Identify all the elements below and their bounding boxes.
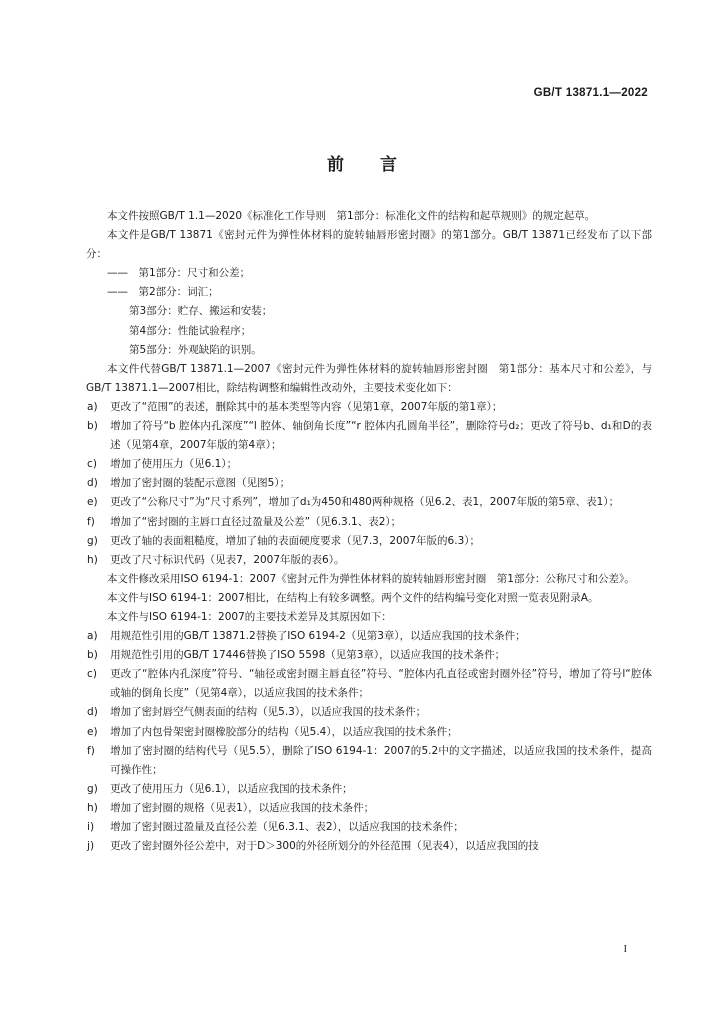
difference-list-item — [86, 818, 652, 837]
list-text: 用规范性引用的GB/T 17446替换了ISO 5598（见第3章），以适应我国的技术条件； — [110, 649, 506, 662]
list-label: e) — [87, 496, 98, 509]
list-label: c) — [87, 458, 97, 471]
list-text: 增加了密封圈的装配示意图（见图5）； — [110, 477, 291, 490]
list-text: 更改了密封圈外径公差中，对于D＞300的外径所划分的外径范围（见表4），以适应我国的技 — [110, 840, 539, 853]
list-label: i) — [87, 821, 95, 833]
list-text: 更改了“腔体内孔深度”符号、“轴径或密封圈主唇直径”符号、“腔体内孔直径或密封圈外径”符号，增加了符号l“腔体或轴的倒角长度”（见第4章），以适应我国的技术条件； — [110, 668, 652, 700]
paragraph-technical-diff: 本文件与ISO 6194-1：2007的主要技术差异及其原因如下： — [107, 610, 392, 623]
list-label: h) — [87, 553, 98, 566]
change-list-item — [86, 551, 652, 570]
list-text: 更改了轴的表面粗糙度，增加了轴的表面硬度要求（见7.3，2007年版的6.3）； — [110, 534, 481, 547]
list-label: c) — [87, 668, 97, 681]
standard-code: GB/T 13871.1—2022 — [533, 87, 648, 99]
part-list-item: 第5部分：外观缺陷的识别。 — [129, 343, 262, 356]
difference-list-item — [86, 837, 652, 856]
part-list-item: 第3部分：贮存、搬运和安装； — [129, 305, 273, 318]
page-title: 前言 — [327, 155, 433, 175]
change-list-item — [86, 493, 652, 512]
list-label: f) — [87, 744, 95, 757]
change-list-item — [86, 513, 652, 532]
paragraph-adoption: 本文件修改采用ISO 6194-1：2007《密封元件为弹性体材料的旋转轴唇形密封圈 第1部分：公称尺寸和公差》。 — [107, 572, 635, 585]
list-dash: —— — [107, 286, 128, 299]
paragraph-replacement: 本文件代替GB/T 13871.1—2007《密封元件为弹性体材料的旋转轴唇形密封圈 第1部分：基本尺寸和公差》，与GB/T 13871.1—2007相比，除结构调整和编辑性改动外，主要技术变化如下： — [86, 362, 652, 394]
difference-list-item — [86, 799, 652, 818]
list-dash: —— — [107, 267, 128, 280]
change-list-item — [86, 455, 652, 474]
list-text: 增加了“密封圈的主唇口直径过盈量及公差”（见6.3.1、表2）； — [110, 515, 402, 528]
list-text: 更改了使用压力（见6.1），以适应我国的技术条件； — [110, 782, 353, 795]
part-list-text: 第1部分：尺寸和公差； — [138, 267, 251, 280]
list-text: 增加了密封圈过盈量及直径公差（见6.3.1、表2），以适应我国的技术条件； — [110, 821, 464, 833]
change-list-item — [86, 398, 652, 417]
change-list-item — [86, 417, 652, 455]
list-label: f) — [87, 515, 95, 528]
page-number: I — [623, 944, 627, 955]
difference-list-item — [86, 742, 652, 780]
document-body — [86, 207, 652, 856]
list-text: 增加了密封唇空气侧表面的结构（见5.3），以适应我国的技术条件； — [110, 706, 427, 719]
list-label: d) — [87, 477, 98, 490]
list-text: 增加了内包骨架密封圈橡胶部分的结构（见5.4），以适应我国的技术条件； — [110, 725, 458, 738]
part-list-item — [86, 283, 652, 302]
part-list-text: 第2部分：词汇； — [138, 286, 219, 299]
part-list-item: 第4部分：性能试验程序； — [129, 324, 252, 337]
part-list-item — [86, 264, 652, 283]
list-label: j) — [87, 840, 95, 853]
list-label: d) — [87, 706, 98, 719]
difference-list-item — [86, 723, 652, 742]
change-list-item — [86, 474, 652, 493]
list-label: g) — [87, 534, 98, 547]
list-label: a) — [87, 400, 98, 413]
list-text: 增加了密封圈的规格（见表1），以适应我国的技术条件； — [110, 801, 375, 814]
paragraph-drafting-rule: 本文件按照GB/T 1.1—2020《标准化工作导则 第1部分：标准化文件的结构和起草规则》的规定起草。 — [107, 210, 596, 222]
list-text: 增加了符号“b 腔体内孔深度”“l 腔体、轴倒角长度”“r 腔体内孔圆角半径”，删除符号d₂；更改了符号b、d₁和D的表述（见第4章，2007年版的第4章）； — [110, 420, 652, 452]
difference-list-item — [86, 627, 652, 646]
list-label: a) — [87, 630, 98, 643]
list-text: 更改了“公称尺寸”为“尺寸系列”，增加了d₁为450和480两种规格（见6.2、表1，2007年版的第5章、表1）； — [110, 496, 620, 509]
paragraph-structure-diff: 本文件与ISO 6194-1：2007相比，在结构上有较多调整。两个文件的结构编号变化对照一览表见附录A。 — [107, 591, 599, 604]
difference-list-item — [86, 703, 652, 722]
difference-list-item — [86, 780, 652, 799]
list-text: 增加了密封圈的结构代号（见5.5），删除了ISO 6194-1：2007的5.2中的文字描述，以适应我国的技术条件，提高可操作性； — [110, 744, 652, 776]
list-text: 更改了“范围”的表述，删除其中的基本类型等内容（见第1章，2007年版的第1章）； — [110, 400, 503, 413]
list-label: b) — [87, 649, 98, 662]
list-label: e) — [87, 725, 98, 738]
difference-list-item — [86, 665, 652, 703]
change-list-item — [86, 532, 652, 551]
difference-list-item — [86, 646, 652, 665]
list-text: 增加了使用压力（见6.1）； — [110, 458, 238, 471]
list-text: 用规范性引用的GB/T 13871.2替换了ISO 6194-2（见第3章），以适应我国的技术条件； — [110, 630, 526, 643]
list-label: h) — [87, 801, 98, 814]
list-label: b) — [87, 420, 98, 433]
list-text: 更改了尺寸标识代码（见表7，2007年版的表6）。 — [110, 553, 345, 566]
paragraph-series-intro: 本文件是GB/T 13871《密封元件为弹性体材料的旋转轴唇形密封圈》的第1部分。GB/T 13871已经发布了以下部分： — [86, 229, 652, 261]
list-label: g) — [87, 782, 98, 795]
